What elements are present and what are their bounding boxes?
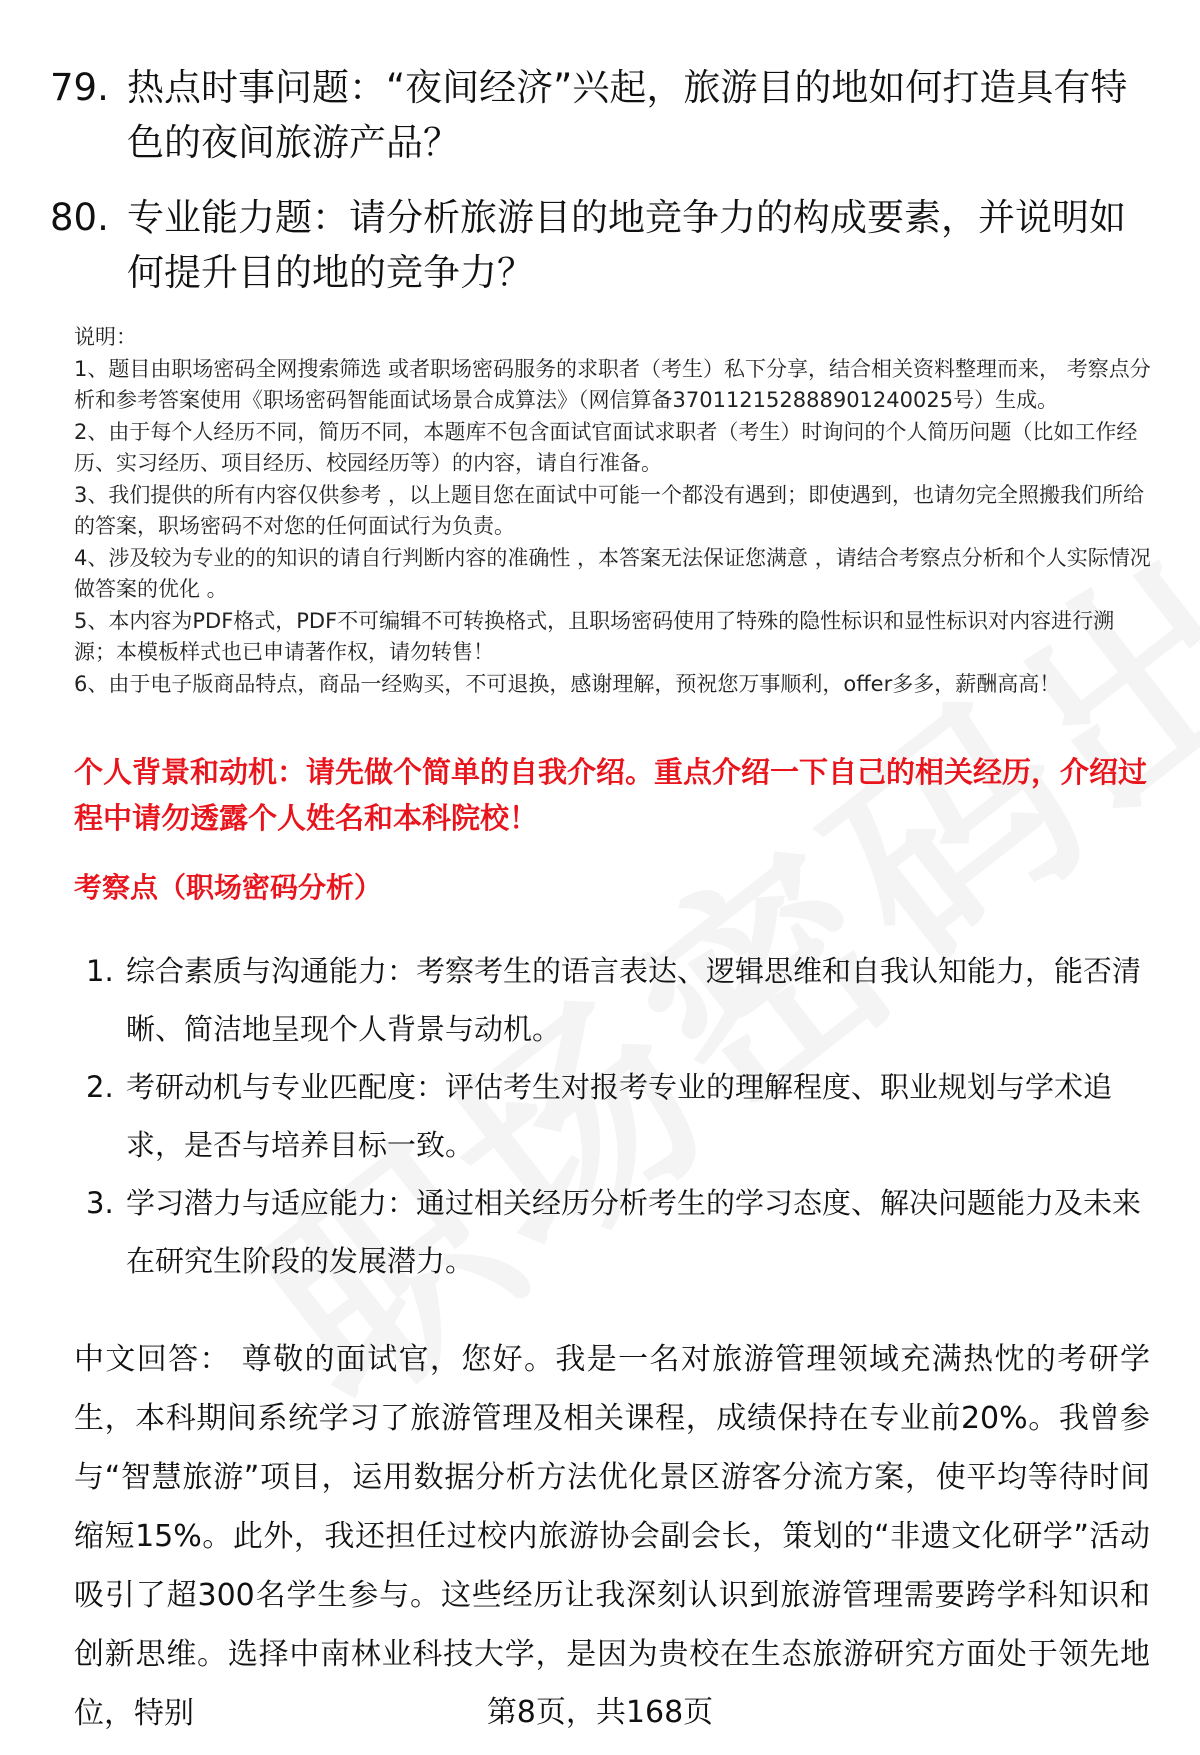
question-text: 专业能力题：请分析旅游目的地竞争力的构成要素，并说明如何提升目的地的竞争力？ [127,196,1126,294]
note-item: 3、我们提供的所有内容仅供参考 ，以上题目您在面试中可能一个都没有遇到；即使遇到，也请勿完全照搬我们所给的答案，职场密码不对您的任何面试行为负责。 [74,482,1145,538]
disclaimer-notes [74,322,1154,700]
point-number: 1. [86,954,114,988]
list-item [74,1174,1154,1290]
point-text: 学习潜力与适应能力：通过相关经历分析考生的学习态度、解决问题能力及未来在研究生阶段的发展潜力。 [126,1186,1142,1278]
answer-paragraph: 中文回答： 尊敬的面试官，您好。我是一名对旅游管理领域充满热忱的考研学生，本科期间系统学习了旅游管理及相关课程，成绩保持在专业前20%。我曾参与“智慧旅游”项目，运用数据分析方法优化景区游客分流方案，使平均等待时间缩短15%。此外，我还担任过校内旅游协会副会长，策划的“非遗文化研学”活动吸引了超300名学生参与。这些经历让我深刻认识到旅游管理需要跨学科知识和创新思维。选择中南林业科技大学，是因为贵校在生态旅游研究方面处于领先地位，特别 [74,1342,1150,1731]
list-item [74,1058,1154,1174]
note-item: 4、涉及较为专业的的知识的请自行判断内容的准确性 ，本答案无法保证您满意 ，请结合考察点分析和个人实际情况做答案的优化 。 [74,545,1151,601]
question-number: 80. [50,196,109,239]
list-item [74,942,1154,1058]
analysis-points [74,942,1154,1290]
note-item: 2、由于每个人经历不同，简历不同，本题库不包含面试官面试求职者（考生）时询问的个人简历问题（比如工作经历、实习经历、项目经历、校园经历等）的内容，请自行准备。 [74,419,1138,475]
analysis-heading: 考察点（职场密码分析） [74,871,383,904]
point-number: 2. [86,1070,114,1104]
point-number: 3. [86,1186,114,1220]
current-question-heading: 个人背景和动机：请先做个简单的自我介绍。重点介绍一下自己的相关经历，介绍过程中请勿透露个人姓名和本科院校！ [74,755,1148,835]
point-text: 综合素质与沟通能力：考察考生的语言表达、逻辑思维和自我认知能力，能否清晰、简洁地呈现个人背景与动机。 [126,954,1142,1046]
question-text: 热点时事问题：“夜间经济”兴起，旅游目的地如何打造具有特色的夜间旅游产品？ [127,66,1128,164]
page-footer: 第8页，共168页 [486,1695,714,1730]
question-number: 79. [50,66,109,109]
note-item: 6、由于电子版商品特点，商品一经购买，不可退换，感谢理解，预祝您万事顺利，offer多多，薪酬高高！ [74,671,1061,696]
notes-heading: 说明： [74,325,137,349]
note-item: 5、本内容为PDF格式，PDF不可编辑不可转换格式，且职场密码使用了特殊的隐性标识和显性标识对内容进行溯源；本模板样式也已申请著作权，请勿转售！ [74,608,1115,664]
point-text: 考研动机与专业匹配度：评估考生对报考专业的理解程度、职业规划与学术追求，是否与培养目标一致。 [126,1070,1113,1162]
question-79 [50,60,1140,170]
question-80 [50,190,1140,300]
note-item: 1、题目由职场密码全网搜索筛选 或者职场密码服务的求职者（考生）私下分享，结合相关资料整理而来， 考察点分析和参考答案使用《职场密码智能面试场景合成算法》（网信算备370112152888901240025号）生成。 [74,356,1151,412]
